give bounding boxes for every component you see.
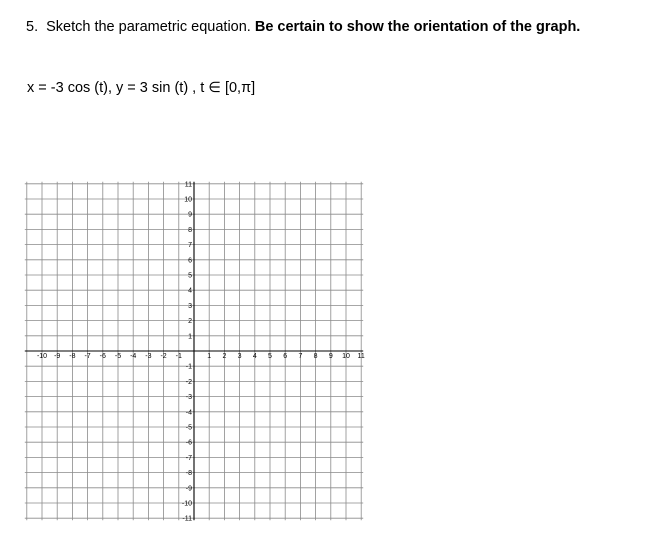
y-tick-label: -6 xyxy=(185,439,192,447)
y-tick-label: -1 xyxy=(185,363,192,371)
y-tick-label: 3 xyxy=(188,302,192,310)
x-tick-label: 5 xyxy=(268,353,272,360)
y-tick-label: 2 xyxy=(188,318,192,326)
y-tick-label: -5 xyxy=(185,424,192,432)
x-tick-label: -5 xyxy=(114,353,122,360)
question-instruction: Be certain to show the orientation of the graph. xyxy=(254,19,581,35)
x-tick-label: 9 xyxy=(328,353,333,360)
y-tick-label: 8 xyxy=(188,226,192,234)
x-tick-label: -7 xyxy=(84,353,91,360)
x-tick-label: -6 xyxy=(99,353,106,360)
x-tick-label: 4 xyxy=(252,353,257,360)
y-tick-label: -11 xyxy=(182,515,192,523)
y-tick-label: -7 xyxy=(185,454,192,462)
parametric-equation: x = -3 cos (t), y = 3 sin (t) , t ∈ [0,π] xyxy=(27,80,256,96)
x-tick-label: -10 xyxy=(36,353,48,360)
question-text: Sketch the parametric equation. xyxy=(46,19,251,35)
y-tick-label: 1 xyxy=(188,333,192,341)
x-tick-label: 1 xyxy=(207,353,212,360)
y-tick-label: -9 xyxy=(185,485,192,493)
question-number: 5. xyxy=(26,19,39,35)
y-tick-label: 7 xyxy=(188,242,192,250)
x-tick-label: 6 xyxy=(283,353,288,360)
x-tick-label: -8 xyxy=(69,353,76,360)
x-tick-label: 2 xyxy=(222,353,227,360)
x-tick-label: -2 xyxy=(160,353,167,360)
y-tick-label: 11 xyxy=(184,181,192,189)
y-tick-label: -10 xyxy=(181,500,192,508)
x-tick-label: -9 xyxy=(54,353,61,360)
x-tick-label: 3 xyxy=(237,353,242,360)
y-tick-label: 9 xyxy=(188,211,192,219)
y-tick-label: 4 xyxy=(188,287,192,295)
y-tick-label: -8 xyxy=(185,470,192,478)
x-tick-label: 7 xyxy=(298,353,303,360)
y-tick-label: -4 xyxy=(185,409,192,417)
y-tick-label: 10 xyxy=(184,196,192,204)
x-tick-label: 10 xyxy=(342,353,350,360)
x-tick-label: -3 xyxy=(145,353,152,360)
x-tick-label: 11 xyxy=(357,353,365,360)
x-tick-label: -4 xyxy=(130,353,137,360)
x-tick-label: -1 xyxy=(175,353,182,360)
y-tick-label: 5 xyxy=(188,272,192,280)
y-tick-label: 6 xyxy=(188,257,192,265)
x-tick-label: 8 xyxy=(313,353,318,360)
y-tick-label: -3 xyxy=(185,394,192,402)
y-tick-label: -2 xyxy=(185,378,192,386)
